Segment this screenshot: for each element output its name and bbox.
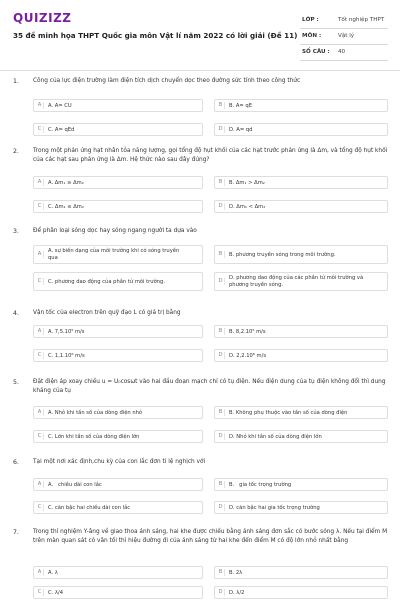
option-letter: A	[36, 409, 44, 416]
question-text: Công của lực điện trường làm điện tích dịch chuyển dọc theo đường sức tính theo công thức	[33, 78, 301, 84]
option-text: D. Δm₁ < Δm₂	[229, 204, 266, 210]
option-letter: D	[217, 126, 225, 133]
option-text: C. 1,1.10⁶ m/s	[48, 353, 85, 359]
option-d[interactable]	[214, 430, 388, 443]
worksheet-header	[0, 0, 400, 70]
option-text: D. căn bậc hai gia tốc trọng trường	[229, 505, 320, 511]
option-letter: B	[217, 569, 225, 576]
option-letter: C	[36, 433, 44, 440]
option-letter: C	[36, 278, 44, 285]
option-letter: D	[217, 278, 225, 285]
option-c[interactable]	[33, 349, 203, 362]
question-number: 2.	[13, 148, 19, 155]
option-text: C. Δm₁ ≤ Δm₂	[48, 204, 84, 210]
question-text: Để phân loại sóng dọc hay sóng ngang người ta dựa vào	[33, 228, 197, 234]
option-text: A. λ	[48, 570, 58, 576]
worksheet-title: 35 đề minh họa THPT Quốc gia môn Vật lí năm 2022 có lời giải (Đề 11)	[13, 31, 298, 40]
meta-row-count	[300, 45, 388, 61]
option-d[interactable]	[214, 349, 388, 362]
option-a[interactable]	[33, 99, 203, 112]
option-letter: C	[36, 589, 44, 596]
option-text: C. Lớn khi tần số của dòng điện lớn	[48, 434, 140, 440]
option-b[interactable]	[214, 245, 388, 264]
option-text: B. 2λ	[229, 570, 243, 576]
question-text: Trong một phản ứng hạt nhân tỏa năng lượng, gọi tổng độ hụt khối của các hạt trước phản ứng là Δm, và tổng độ hụt khối của các hạt sau phản ứng là Δm. Hệ thức nào sau đây đúng?	[33, 148, 388, 163]
option-c[interactable]	[33, 501, 203, 514]
option-letter: A	[36, 481, 44, 488]
option-letter: B	[217, 251, 225, 258]
option-letter: C	[36, 126, 44, 133]
option-text: C. λ/4	[48, 590, 64, 596]
option-d[interactable]	[214, 501, 388, 514]
option-text: B. Không phụ thuộc vào tần số của dòng điện	[229, 410, 348, 416]
option-a[interactable]	[33, 478, 203, 491]
option-letter: B	[217, 179, 225, 186]
option-text: D. λ/2	[229, 590, 245, 596]
option-text: D. 2,2.10⁶ m/s	[229, 353, 267, 359]
option-b[interactable]	[214, 325, 388, 338]
question-text: Tại một nơi xác định,chu kỳ của con lắc đơn tỉ lệ nghịch với	[33, 459, 206, 465]
option-letter: D	[217, 203, 225, 210]
option-a[interactable]	[33, 176, 203, 189]
option-text: B. 8,2.10⁵ m/s	[229, 329, 266, 335]
option-text: A. sự biến dạng của môi trường khi có sóng truyền qua	[48, 248, 181, 261]
option-letter: D	[217, 504, 225, 511]
quizizz-logo: QUIZIZZ	[13, 11, 72, 25]
option-b[interactable]	[214, 176, 388, 189]
option-text: B. gia tốc trọng trường	[229, 482, 292, 488]
option-text: D. A= qd	[229, 127, 253, 133]
option-text: A. A= CU	[48, 103, 72, 109]
option-c[interactable]	[33, 272, 203, 291]
option-b[interactable]	[214, 99, 388, 112]
option-text: B. Δm₁ > Δm₂	[229, 180, 265, 186]
option-text: B. A= qE	[229, 103, 252, 109]
option-text: A. chiều dài con lắc	[48, 482, 102, 488]
option-letter: D	[217, 352, 225, 359]
meta-value: Vật lý	[338, 33, 355, 39]
option-text: B. phương truyền sóng trong môi trường.	[229, 252, 336, 258]
option-a[interactable]	[33, 566, 203, 579]
option-letter: C	[36, 352, 44, 359]
option-letter: A	[36, 328, 44, 335]
option-text: D. phương dao động của các phần tử môi trường và phương truyền sóng.	[229, 275, 365, 288]
option-text: C. căn bậc hai chiều dài con lắc	[48, 505, 131, 511]
meta-key: SỐ CÂU :	[302, 49, 330, 55]
meta-row-subject	[300, 29, 388, 45]
option-c[interactable]	[33, 586, 203, 599]
option-text: A. 7,5.10⁵ m/s	[48, 329, 85, 335]
option-a[interactable]	[33, 245, 203, 264]
question-number: 4.	[13, 310, 19, 317]
question-number: 6.	[13, 459, 19, 466]
question-text: Trong thí nghiệm Y-âng về giao thoa ánh sáng, hai khe được chiếu bằng ánh sáng đơn sắc có bước sóng λ. Nếu tại điểm M trên màn quan sát có vân tối thì hiệu đường đi của ánh sáng từ hai khe đến điểm M có độ lớn nhỏ nhất bằng	[33, 529, 388, 544]
option-text: D. Nhỏ khi tần số của dòng điện lớn	[229, 434, 322, 440]
option-letter: B	[217, 481, 225, 488]
meta-value: 40	[338, 49, 346, 55]
option-letter: A	[36, 569, 44, 576]
option-a[interactable]	[33, 406, 203, 419]
option-text: C. A= qEd	[48, 127, 75, 133]
option-letter: D	[217, 589, 225, 596]
meta-key: LỚP :	[302, 17, 319, 23]
header-divider	[0, 70, 400, 71]
option-letter: C	[36, 504, 44, 511]
option-letter: A	[36, 102, 44, 109]
option-a[interactable]	[33, 325, 203, 338]
option-letter: B	[217, 409, 225, 416]
meta-row-class	[300, 13, 388, 29]
option-text: A. Δm₁ ≥ Δm₂	[48, 180, 84, 186]
option-d[interactable]	[214, 272, 388, 291]
option-c[interactable]	[33, 123, 203, 136]
option-text: C. phương dao động của phần tử môi trường.	[48, 279, 165, 285]
option-b[interactable]	[214, 566, 388, 579]
option-d[interactable]	[214, 586, 388, 599]
option-letter: A	[36, 179, 44, 186]
option-d[interactable]	[214, 123, 388, 136]
question-text: Đặt điện áp xoay chiều u = U₀cosωt vào hai đầu đoạn mạch chỉ có tụ điện. Nếu điện dung của tụ điện không đổi thì dung kháng của tụ	[33, 379, 386, 394]
question-text: Vận tốc của electron trên quỹ đạo L có giá trị bằng	[33, 310, 181, 316]
option-b[interactable]	[214, 406, 388, 419]
option-text: A. Nhỏ khi tần số của dòng điện nhỏ	[48, 410, 143, 416]
option-letter: B	[217, 328, 225, 335]
question-number: 5.	[13, 379, 19, 386]
option-d[interactable]	[214, 200, 388, 213]
option-letter: A	[36, 251, 44, 258]
question-number: 7.	[13, 529, 19, 536]
option-c[interactable]	[33, 430, 203, 443]
option-letter: D	[217, 433, 225, 440]
option-b[interactable]	[214, 478, 388, 491]
option-letter: C	[36, 203, 44, 210]
meta-key: MÔN :	[302, 33, 322, 39]
question-number: 1.	[13, 78, 19, 85]
option-c[interactable]	[33, 200, 203, 213]
option-letter: B	[217, 102, 225, 109]
meta-value: Tốt nghiệp THPT	[338, 17, 385, 23]
question-number: 3.	[13, 228, 19, 235]
worksheet-meta	[300, 13, 388, 61]
